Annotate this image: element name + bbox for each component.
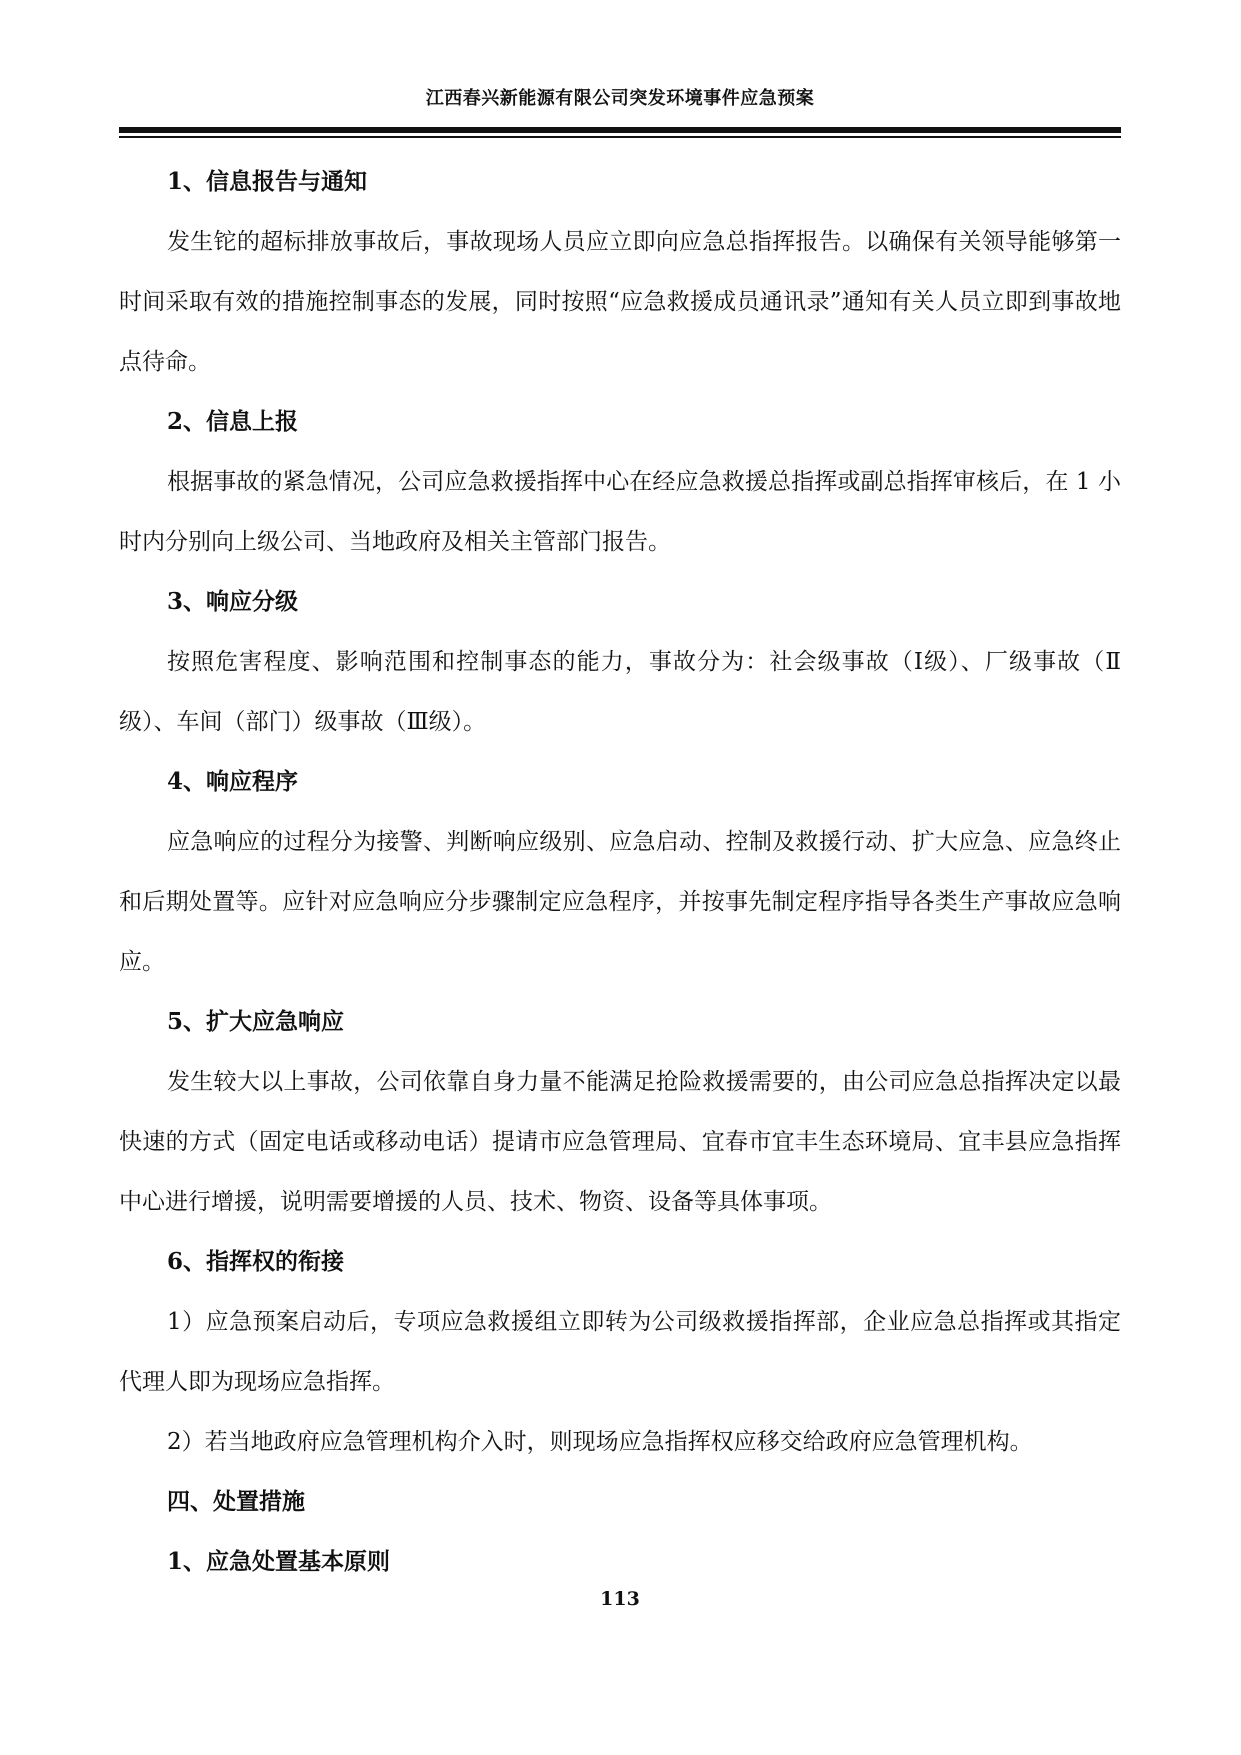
section-heading-command-handover: 6、指挥权的衔接	[167, 1248, 345, 1275]
chapter-heading-disposal-measures: 四、处置措施	[167, 1488, 305, 1515]
page-number: 113	[600, 1588, 640, 1610]
section-heading-response-procedure: 4、响应程序	[167, 768, 299, 795]
section-heading-basic-principles: 1、应急处置基本原则	[167, 1548, 391, 1575]
header-rule-thick	[119, 127, 1121, 133]
paragraph-expanded-response: 发生较大以上事故，公司依靠自身力量不能满足抢险救援需要的，由公司应急总指挥决定以最快速的方式（固定电话或移动电话）提请市应急管理局、宜春市宜丰生态环境局、宜丰县应急指挥中心进行增援，说明需要增援的人员、技术、物资、设备等具体事项。	[119, 1069, 1121, 1215]
section-heading-info-report: 1、信息报告与通知	[167, 168, 368, 195]
section-heading-info-escalation: 2、信息上报	[167, 408, 299, 435]
section-heading-response-levels: 3、响应分级	[167, 588, 299, 615]
paragraph-command-handover-1: 1）应急预案启动后，专项应急救援组立即转为公司级救援指挥部，企业应急总指挥或其指定代理人即为现场应急指挥。	[119, 1309, 1121, 1395]
document-body	[119, 152, 1121, 1592]
paragraph-response-levels: 按照危害程度、影响范围和控制事态的能力，事故分为：社会级事故（Ⅰ级）、厂级事故（Ⅱ级）、车间（部门）级事故（Ⅲ级）。	[119, 649, 1121, 735]
paragraph-info-escalation: 根据事故的紧急情况，公司应急救援指挥中心在经应急救援总指挥或副总指挥审核后，在 1 小时内分别向上级公司、当地政府及相关主管部门报告。	[119, 469, 1121, 555]
paragraph-command-handover-2: 2）若当地政府应急管理机构介入时，则现场应急指挥权应移交给政府应急管理机构。	[167, 1429, 1033, 1455]
running-header: 江西春兴新能源有限公司突发环境事件应急预案	[425, 88, 815, 109]
section-heading-expanded-response: 5、扩大应急响应	[167, 1008, 345, 1035]
header-rule-thin	[119, 136, 1121, 138]
paragraph-info-report: 发生铊的超标排放事故后，事故现场人员应立即向应急总指挥报告。以确保有关领导能够第一时间采取有效的措施控制事态的发展，同时按照“应急救援成员通讯录”通知有关人员立即到事故地点待命。	[119, 229, 1121, 375]
paragraph-response-procedure: 应急响应的过程分为接警、判断响应级别、应急启动、控制及救援行动、扩大应急、应急终止和后期处置等。应针对应急响应分步骤制定应急程序，并按事先制定程序指导各类生产事故应急响应。	[119, 829, 1121, 975]
